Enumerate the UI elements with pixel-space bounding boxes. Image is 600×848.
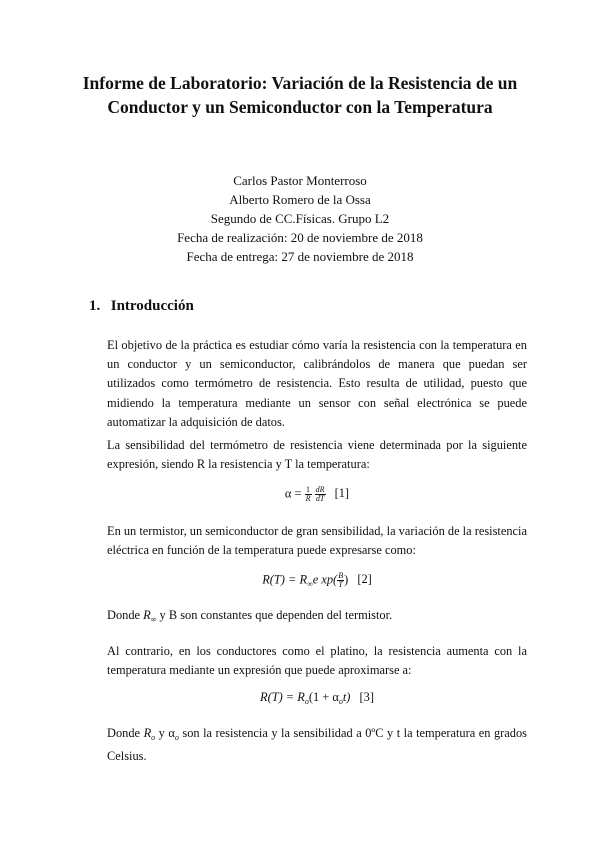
symbol-Ro-sub: o xyxy=(151,733,156,742)
eq1-den2: dT xyxy=(315,494,325,503)
symbol-alpha-sub: o xyxy=(174,733,179,742)
symbol-R: R xyxy=(143,608,151,622)
eq3-R: R xyxy=(297,690,305,704)
paragraph-conductor-constants xyxy=(107,724,527,766)
paragraph-conductors: Al contrario, en los conductores como el platino, la resistencia aumenta con la temperatura mediante un expresión que puede aproximarse a: xyxy=(107,644,527,678)
eq1-frac-1 xyxy=(305,486,312,503)
eq2-exp: e xp( xyxy=(312,572,338,587)
p4-after: y B son constantes que dependen del termistor. xyxy=(159,608,393,622)
title-line-2: Conductor y un Semiconductor con la Temperatura xyxy=(107,97,493,117)
eq2-den: T xyxy=(338,580,343,589)
group: Segundo de CC.Físicas. Grupo L2 xyxy=(210,211,390,226)
author-1: Carlos Pastor Monterroso xyxy=(233,173,367,188)
eq1-num2: dR xyxy=(315,485,325,494)
eq2-inf: ∞ xyxy=(307,579,313,589)
section-title: Introducción xyxy=(110,298,194,314)
section-heading xyxy=(89,298,194,315)
symbol-inf-sub: ∞ xyxy=(150,615,157,624)
symbol-alpha: α xyxy=(168,726,175,740)
section-number: 1. xyxy=(89,298,101,314)
eq2-R: R xyxy=(299,572,308,587)
date-delivery: Fecha de entrega: 27 de noviembre de 2018 xyxy=(186,249,414,264)
eq1-ref: [1] xyxy=(334,486,350,501)
eq2-num: B xyxy=(338,571,344,580)
author-block xyxy=(100,171,500,266)
paragraph-sensitivity: La sensibilidad del termómetro de resistencia viene determinada por la siguiente expresión, siendo R la resistencia y T la temperatura: xyxy=(107,438,527,472)
eq3-o: o xyxy=(304,697,309,706)
symbol-Ro: R xyxy=(143,726,152,740)
author-2: Alberto Romero de la Ossa xyxy=(229,192,371,207)
eq1-lhs: α = xyxy=(284,486,302,501)
eq1-num1: 1 xyxy=(306,485,311,494)
paragraph-thermistor-constants xyxy=(107,606,527,629)
p6-before: Donde xyxy=(107,726,141,740)
paragraph-thermistor: En un termistor, un semiconductor de gran sensibilidad, la variación de la resistencia eléctrica en función de la temperatura puede expresarse como: xyxy=(107,524,527,558)
paper-title xyxy=(60,71,540,119)
date-realization: Fecha de realización: 20 de noviembre de 2018 xyxy=(177,230,423,245)
eq3-t: t) xyxy=(342,690,351,704)
eq2-close: ) xyxy=(344,572,349,587)
paragraph-objective: El objetivo de la práctica es estudiar cómo varía la resistencia con la temperatura en un conductor y un semiconductor, calibrándolos de manera que puedan ser utilizados como termómetro de resistencia. Esto resulta de utilidad, puesto que midiendo la temperatura mediante un sensor con señal electrónica se puede automatizar la adquisición de datos. xyxy=(107,338,527,429)
equation-1 xyxy=(107,486,527,503)
eq1-frac-2 xyxy=(315,486,326,503)
eq3-lhs: R(T) = xyxy=(260,690,295,704)
eq2-ref: [2] xyxy=(357,572,372,587)
equation-3 xyxy=(107,690,527,706)
eq3-o2: o xyxy=(338,697,343,706)
eq2-lhs: R(T) = xyxy=(262,572,297,587)
eq3-rest: (1 + α xyxy=(308,690,339,704)
eq1-den1: R xyxy=(305,494,311,503)
p6-mid: y xyxy=(158,726,165,740)
title-line-1: Informe de Laboratorio: Variación de la Resistencia de un xyxy=(82,73,518,93)
p4-before: Donde xyxy=(107,608,141,622)
equation-2 xyxy=(107,572,527,589)
p6-after: son la resistencia y la sensibilidad a 0ºC y t la temperatura en grados Celsius. xyxy=(107,726,527,764)
eq3-ref: [3] xyxy=(359,690,374,704)
